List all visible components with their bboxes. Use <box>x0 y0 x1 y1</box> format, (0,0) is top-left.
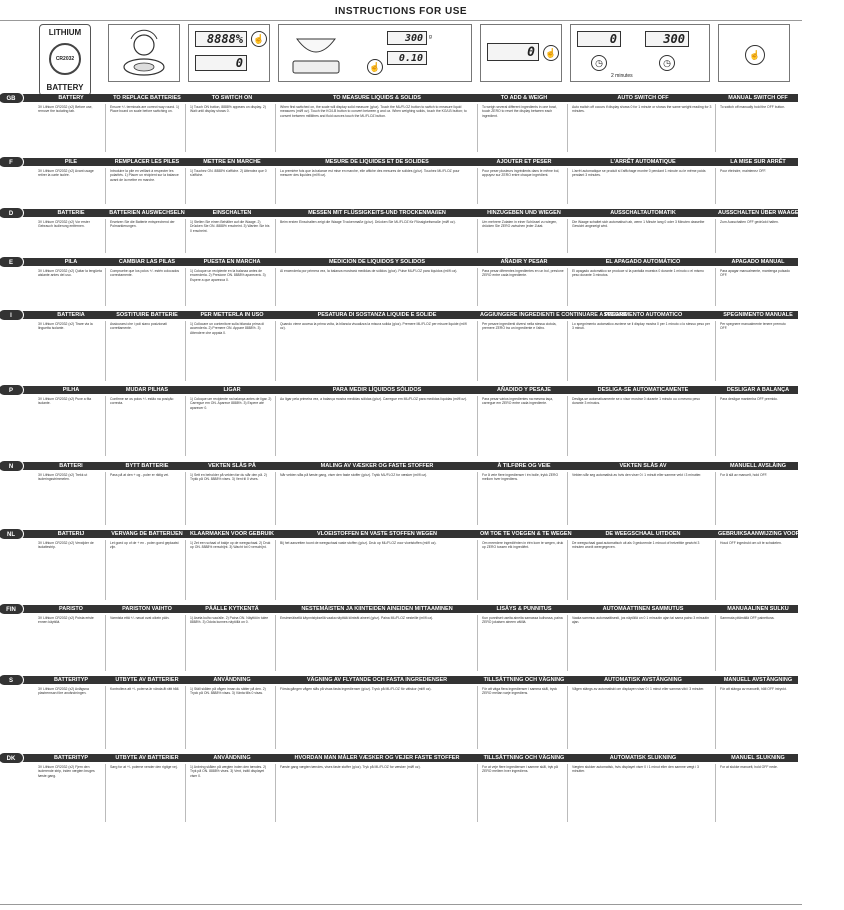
column-header: EINSCHALTEN <box>212 210 252 216</box>
column-header: AJOUTER ET PESER <box>496 159 552 165</box>
instruction-text: För att stänga av manuellt, håll OFF intryckt. <box>720 687 787 691</box>
column-header: PÄÄLLE KYTKENTÄ <box>205 606 259 612</box>
column-divider <box>477 104 478 152</box>
column-divider <box>477 396 478 456</box>
instruction-text: 1) Aseta kulho vaa'alle. 2) Paina ON. Näyttöön tulee 8888%. 3) Odota kunnes näytöllä on 0. <box>190 616 269 625</box>
column-header: TILLSÄTTNING OCH VÄGNING <box>483 677 565 683</box>
column-header: TO ADD & WEIGH <box>500 95 548 101</box>
instruction-text: Vaaka sammuu automaattisesti, jos näytöllä on 0 1 minuutin ajan tai sama paino 3 minuutin ajan. <box>572 616 709 625</box>
column-divider <box>567 104 568 152</box>
column-divider <box>275 268 276 306</box>
column-header: AUTOMATISK AVSTÄNGNING <box>604 677 682 683</box>
instruction-text: 3V Lithium CR2032 (x2) Fjern den isolerende strip, inden vægten bruges første gang. <box>38 765 95 778</box>
column-header: MANUELL AVSLÅING <box>729 463 787 469</box>
column-divider <box>477 615 478 671</box>
column-divider <box>105 764 106 822</box>
lcd-zero-display-2: 0 <box>487 43 539 61</box>
instruction-text: Første gang vægten tændes, vises faste stoffer (g/oz). Tryk på ML/FLOZ for væsker (ml/fl oz). <box>280 765 421 769</box>
column-divider <box>275 168 276 204</box>
header-bar <box>10 530 844 538</box>
column-header: PILE <box>64 159 78 165</box>
language-badge: I <box>0 309 24 321</box>
language-row-p <box>0 386 802 458</box>
instruction-text: Um mehrere Zutaten in einer Schüssel zu wiegen, drücken Sie ZERO zwischen jeder Zutat. <box>482 220 558 229</box>
column-divider <box>275 104 276 152</box>
column-header: GEBRUIKSAANWIJZING VOOR UITSCHAKELEN <box>718 531 844 537</box>
header-bar <box>10 676 798 684</box>
instruction-text: Ensimmäisellä käynnistyksellä vaaka näyttää kiinteät aineet (g/oz). Paina ML/FLOZ nesteille (ml/fl oz). <box>280 616 434 620</box>
instruction-text: Assicurarsi che i poli siano posizionati correttamente. <box>110 322 167 331</box>
column-header: MANUEL SLUKNING <box>731 755 785 761</box>
column-divider <box>275 321 276 381</box>
column-header: PARISTON VAIHTO <box>122 606 172 612</box>
column-divider <box>275 686 276 749</box>
language-row-nl <box>0 530 844 602</box>
column-header: DE WEEGSCHAAL UITDOEN <box>605 531 681 537</box>
instruction-text: Houd OFF ingedrukt om uit te schakelen. <box>720 541 782 545</box>
column-divider <box>477 219 478 253</box>
instruction-text: Sammuta pitämällä OFF painettuna. <box>720 616 775 620</box>
language-row-s <box>0 676 802 751</box>
column-header: DESLIGA-SE AUTOMATICAMENTE <box>597 387 689 393</box>
column-header: HINZUGEBEN UND WIEGEN <box>487 210 561 216</box>
instruction-text: For at slukke manuelt, hold OFF nede. <box>720 765 778 769</box>
column-header: L'ARRÊT AUTOMATIQUE <box>610 159 676 165</box>
column-header: MALING AV VÆSKER OG FASTE STOFFER <box>320 463 434 469</box>
column-divider <box>715 321 716 381</box>
time-label: 2 minutes <box>611 73 633 79</box>
instruction-text: 3V Lithium CR2032 (x2) Vor erster Gebrauch Isolierung entfernen. <box>38 220 90 229</box>
instruction-text: 1) Sett en beholder på vekten før du slår den på. 2) Trykk på ON. 8888% vises. 3) Vent til 0 vises. <box>190 473 267 482</box>
instruction-text: Para pesar vários ingredientes na mesma taça, carregue em ZERO entre cada ingrediente. <box>482 397 554 406</box>
finger-touch-icon-3: ☝ <box>543 45 559 61</box>
column-header: AUSSCHALTAUTOMATIK <box>610 210 676 216</box>
instruction-text: Introduire la pile en veillant à respecter les polarités. 1) Placer un récipient sur la balance avant de la mettre en marche. <box>110 169 179 182</box>
instruction-text: Vægten slukker automatisk, hvis displayet viser 0 i 1 minut eller den samme vægt i 3 minutter. <box>572 765 699 774</box>
language-badge: F <box>0 156 24 168</box>
column-divider <box>275 472 276 525</box>
column-header: TILLSÄTTNING OCH VÄGNING <box>483 755 565 761</box>
instruction-text: L'arrêt automatique se produit si l'affichage montre 0 pendant 1 minute ou le même poids pendant 3 minutes. <box>572 169 706 178</box>
instruction-text: 1) Zet een schaal of bakje op de weegschaal. 2) Druk op ON. 8888% verschijnt. 3) Wacht tot 0 verschijnt. <box>190 541 271 550</box>
instruction-text: For at veje flere ingredienser i samme skål, tryk på ZERO mellem hver ingrediens. <box>482 765 558 774</box>
illustration-open-battery <box>108 24 180 82</box>
column-header: AGGIUNGERE INGREDIENTI E CONTINUARE A PESARE <box>480 312 628 318</box>
column-divider <box>567 321 568 381</box>
instruction-text: Para pesar diferentes ingredientes en un bol, presione ZERO entre cada ingrediente. <box>482 269 564 278</box>
column-header: PARISTO <box>59 606 83 612</box>
instruction-text: 1) Anbring skålen på vægten inden den tændes. 2) Tryk på ON. 8888% vises. 3) Vent, indtil displayet viser 0. <box>190 765 267 778</box>
header-bar <box>10 158 798 166</box>
instruction-text: La première fois que la balance est mise en marche, elle affiche des mesures de solides (g/oz). Touchez ML/FLOZ pour mesurer des liquides (ml/fl oz). <box>280 169 460 178</box>
column-divider <box>275 540 276 600</box>
column-divider <box>477 540 478 600</box>
column-header: REMPLACER LES PILES <box>114 159 180 165</box>
header-bar <box>10 386 798 394</box>
instruction-text: Beim ersten Einschalten zeigt die Waage Trockenmaße (g/oz). Drücken Sie ML/FLOZ für Flüssigkeitsmaße (ml/fl oz). <box>280 220 456 224</box>
column-header: VEKTEN SLÅS PÅ <box>208 463 256 469</box>
column-divider <box>477 268 478 306</box>
lcd-300-display: 300 <box>387 31 427 45</box>
column-header: EL APAGADO AUTOMÁTICO <box>605 259 681 265</box>
header-bar <box>10 754 798 762</box>
column-divider <box>105 615 106 671</box>
instruction-text: Sørg for at +/- polerne vender den rigtige vej. <box>110 765 178 769</box>
column-divider <box>105 396 106 456</box>
instruction-text: 3V Lithium CR2032 (x2) Trekk ut isoleringsstrimmelen. <box>38 473 88 482</box>
instruction-text: 3V Lithium CR2032 (x2) Avlägsna plastremsan före användningen. <box>38 687 89 696</box>
instruction-text: 3V Lithium CR2032 (x2) Quitar la lengüeta aislante antes del uso. <box>38 269 102 278</box>
lcd-010-display: 0.10 <box>387 51 427 65</box>
column-divider <box>185 472 186 525</box>
instruction-text: 1) Stellen Sie einen Behälter auf die Waage. 2) Drücken Sie ON. 8888% erscheint. 3) Warten Sie bis 0 erscheint. <box>190 220 270 233</box>
column-divider <box>477 686 478 749</box>
illustration-manual-off <box>718 24 790 82</box>
column-header: MANUAALINEN SULKU <box>727 606 789 612</box>
battery-compartment-icon <box>109 25 179 81</box>
instruction-text: Ao ligar pela primeira vez, a balança mostra medidas sólidas (g/oz). Carregue em ML/FLOZ para medidas líquidas (ml/fl oz). <box>280 397 467 401</box>
instruction-text: Pass på at den + og - poler er riktig vei. <box>110 473 170 477</box>
instruction-text: Para apagar manualmente, mantenga pulsado OFF. <box>720 269 790 278</box>
column-header: MANUELL AVSTÄNGNING <box>723 677 793 683</box>
column-header: TO MEASURE LIQUIDS & SOLIDS <box>333 95 421 101</box>
column-divider <box>185 321 186 381</box>
column-divider <box>185 396 186 456</box>
instruction-text: Ersetzen Sie die Batterie entsprechend der Polmarkierungen. <box>110 220 175 229</box>
instruction-text: För att väga flera ingredienser i samma skål, tryck ZERO mellan varje ingrediens. <box>482 687 557 696</box>
language-badge: NL <box>0 528 24 540</box>
header-bar <box>10 605 798 613</box>
column-header: METTRE EN MARCHE <box>203 159 261 165</box>
battery-lithium-label: LITHIUM <box>48 28 82 37</box>
column-header: PER METTERLA IN USO <box>200 312 264 318</box>
instruction-text: Om meerdere ingrediënten in één kom te wegen, druk op ZERO tussen elk ingrediënt. <box>482 541 564 550</box>
column-divider <box>105 168 106 204</box>
column-divider <box>567 396 568 456</box>
instruction-text: For å veie flere ingredienser i én bolle, trykk ZERO mellom hver ingrediens. <box>482 473 559 482</box>
language-row-e <box>0 258 802 308</box>
language-badge: P <box>0 384 24 396</box>
bottom-divider <box>0 904 802 905</box>
column-header: BATTERIE <box>57 210 85 216</box>
column-divider <box>715 764 716 822</box>
column-header: PILA <box>64 259 78 265</box>
language-badge: GB <box>0 92 24 104</box>
column-header: BATTERI <box>59 463 83 469</box>
illustration-add-weigh <box>480 24 562 82</box>
instruction-text: Zum Ausschalten OFF gedrückt halten. <box>720 220 779 224</box>
column-header: BATTERITYP <box>53 677 89 683</box>
instruction-text: Auto switch off occurs if display shows 0 for 1 minute or shows the same weight reading for 3 minutes. <box>572 105 712 114</box>
column-header: SOSTITUIRE BATTERIE <box>116 312 178 318</box>
column-divider <box>567 764 568 822</box>
column-header: MESSEN MIT FLÜSSIGKEITS-UND TROCKENMAßEN <box>308 210 446 216</box>
column-header: HVORDAN MAN MÅLER VÆSKER OG VEJER FASTE STOFFER <box>294 755 460 761</box>
column-divider <box>185 540 186 600</box>
coin-cell-icon <box>49 43 81 75</box>
instruction-text: 3V Lithium CR2032 (x2) Verwijder de isolatiestrip. <box>38 541 94 550</box>
column-divider <box>477 472 478 525</box>
column-divider <box>567 472 568 525</box>
column-divider <box>715 168 716 204</box>
instruction-text: Kontrollera att +/- polerna är vända åt rätt håll. <box>110 687 180 691</box>
header-bar <box>10 258 798 266</box>
column-header: PESATURA DI SOSTANZA LIQUIDE E SOLIDE <box>317 312 437 318</box>
column-header: VEKTEN SLÅS AV <box>619 463 667 469</box>
instruction-text: To weigh several different ingredients in one bowl, touch ZERO to reset the display between each ingredient. <box>482 105 557 118</box>
column-divider <box>185 268 186 306</box>
column-divider <box>715 104 716 152</box>
column-header: KLAARMAKEN VOOR GEBRUIK <box>189 531 275 537</box>
instruction-text: Compruebe que los polos +/- estén colocados correctamente. <box>110 269 180 278</box>
instruction-text: 3V Lithium CR2032 (x2) Poista eriste ennen käyttöä. <box>38 616 94 625</box>
column-header: PUESTA EN MARCHA <box>203 259 261 265</box>
page-title: INSTRUCTIONS FOR USE <box>334 6 468 17</box>
column-header: BATTERITYP <box>53 755 89 761</box>
instruction-text: Varmista että +/- navat ovat oikein päin. <box>110 616 170 620</box>
language-row-gb <box>0 94 802 154</box>
header-bar <box>10 311 798 319</box>
instruction-text: To switch off manually hold the OFF button. <box>720 105 786 109</box>
illustration-measure <box>278 24 472 82</box>
column-divider <box>567 268 568 306</box>
instruction-text: 3V Lithium CR2032 (x2) Avant usage retirer la carte isolée. <box>38 169 94 178</box>
language-badge: N <box>0 460 24 472</box>
column-divider <box>185 104 186 152</box>
finger-touch-icon: ☝ <box>251 31 267 47</box>
column-divider <box>105 321 106 381</box>
column-header: NESTEMÄISTEN JA KIINTEIDEN AINEIDEN MITTAAMINEN <box>301 606 453 612</box>
column-header: CAMBIAR LAS PILAS <box>118 259 176 265</box>
column-divider <box>715 615 716 671</box>
column-header: MUDAR PILHAS <box>125 387 169 393</box>
column-header: AUTO SWITCH OFF <box>617 95 669 101</box>
language-badge: FIN <box>0 603 24 615</box>
column-divider <box>477 321 478 381</box>
finger-touch-icon-2: ☝ <box>367 59 383 75</box>
finger-off-icon: ☝ <box>745 45 765 65</box>
column-divider <box>105 104 106 152</box>
column-header: OM TOE TE VOEGEN & TE WEGEN <box>480 531 572 537</box>
instruction-text: 1) Coloque um recipiente na balança antes de ligar. 2) Carregue em ON. Aparece 8888%. 3) Espere até aparecer 0. <box>190 397 272 410</box>
illustration-auto-off <box>570 24 710 82</box>
column-divider <box>715 540 716 600</box>
language-badge: D <box>0 207 24 219</box>
instruction-text: When first switched on, the scale will display solid measure (g/oz). Touch the ML/FLOZ button to switch to measure liquid measures (ml/fl oz). Touch the KG/LB button to convert between g and oz. When weighing solids, touch the KG/LB button; to convert between millilitres and fluid ounces touch the ML/FLOZ button. <box>280 105 467 118</box>
instruction-text: Bij het aanzetten toont de weegschaal vaste stoffen (g/oz). Druk op ML/FLOZ voor vloeistoffen (ml/fl oz). <box>280 541 437 545</box>
instruction-text: Para desligar mantenha OFF premido. <box>720 397 778 401</box>
column-divider <box>567 168 568 204</box>
column-header: BATTERY <box>58 95 84 101</box>
instruction-text: Let goed op of de + en - polen goed geplaatst zijn. <box>110 541 179 550</box>
header-bar <box>10 462 798 470</box>
language-row-n <box>0 462 802 527</box>
instruction-text: For å slå av manuelt, hold OFF. <box>720 473 768 477</box>
column-header: BATTERIJ <box>57 531 85 537</box>
instruction-text: Confirme se os polos +/- estão na posição correcta. <box>110 397 174 406</box>
instruction-text: 3V Lithium CR2032 (x2) Puxe a fita isolante. <box>38 397 92 406</box>
lcd-full-display: 8888% <box>195 31 247 47</box>
instruction-text: Vågen stängs av automatiskt om displayen visar 0 i 1 minut eller samma vikt i 3 minuter. <box>572 687 705 691</box>
column-header: PILHA <box>62 387 80 393</box>
battery-model: CR2032 <box>55 56 75 62</box>
column-header: VERVANG DE BATTERIJEN <box>111 531 183 537</box>
column-header: AUTOMAATTINEN SAMMUTUS <box>602 606 684 612</box>
lcd-unit-g: g <box>429 34 432 40</box>
column-divider <box>567 686 568 749</box>
column-divider <box>185 219 186 253</box>
instruction-text: El apagado automático se produce si la pantalla muestra 0 durante 1 minuto o el mismo peso durante 3 minutos. <box>572 269 704 278</box>
instruction-text: Första gången vågen slås på visas fasta ingredienser (g/oz). Tryck på ML/FLOZ för vätskor (ml/fl oz). <box>280 687 432 691</box>
header-bar <box>10 209 798 217</box>
instruction-text: Pour peser plusieurs ingrédients dans le même bol, appuyez sur ZERO entre chaque ingrédient. <box>482 169 560 178</box>
column-divider <box>105 686 106 749</box>
language-row-fin <box>0 605 802 673</box>
column-header: LIGAR <box>223 387 241 393</box>
column-divider <box>477 168 478 204</box>
instruction-text: Når vekten slås på første gang, viser den faste stoffer (g/oz). Trykk ML/FLOZ for væsker (ml/fl oz). <box>280 473 428 477</box>
instruction-text: Pour éteindre, maintenez OFF. <box>720 169 767 173</box>
language-row-f <box>0 158 802 206</box>
column-header: AUSSCHALTEN ÜBER WAAGE <box>718 210 799 216</box>
clock-icon-2: ◷ <box>659 55 675 71</box>
language-badge: DK <box>0 752 24 764</box>
column-divider <box>275 615 276 671</box>
column-header: MANUAL SWITCH OFF <box>728 95 788 101</box>
column-header: TO REPLACE BATTERIES <box>113 95 181 101</box>
column-header: AUTOMATISK SLUKNING <box>609 755 677 761</box>
column-header: UTBYTE AV BATTERIER <box>115 755 179 761</box>
column-header: MEDICION DE LIQUIDOS Y SOLIDOS <box>328 259 426 265</box>
column-header: AÑADIR Y PESAR <box>500 259 548 265</box>
battery-illustration <box>39 24 91 96</box>
column-divider <box>715 268 716 306</box>
clock-icon: ◷ <box>591 55 607 71</box>
column-divider <box>715 472 716 525</box>
lcd-zero-display: 0 <box>195 55 247 71</box>
language-row-d <box>0 209 802 255</box>
battery-battery-label: BATTERY <box>46 83 84 92</box>
instruction-text: Vekten slår seg automatisk av hvis den viser 0 i 1 minutt eller samme vekt i 3 minutter. <box>572 473 702 477</box>
instruction-text: Ensure +/- terminals are correct way round. 1) Place board on scale before switching on. <box>110 105 180 114</box>
instruction-text: Kun punnitset useita aineita samassa kulhossa, paina ZERO jokaisen aineen välillä. <box>482 616 563 625</box>
column-header: PARA MEDIR LÍQUIDOS SÓLIDOS <box>332 387 422 393</box>
column-header: BATTERIEN AUSWECHSELN <box>109 210 185 216</box>
column-header: TO SWITCH ON <box>211 95 253 101</box>
column-divider <box>275 764 276 822</box>
instruction-text: 1) Ställ skålen på vågen innan du sätter på den. 2) Tryck på ON. 8888% visas. 3) Vänta tills 0 visas. <box>190 687 266 696</box>
scale-with-bowl-icon <box>287 25 347 81</box>
language-badge: S <box>0 674 24 686</box>
column-divider <box>715 219 716 253</box>
column-header: ANVÄNDNING <box>213 677 251 683</box>
column-divider <box>185 764 186 822</box>
top-divider <box>0 20 802 21</box>
column-header: MESURE DE LIQUIDES ET DE SOLIDES <box>325 159 429 165</box>
column-divider <box>715 686 716 749</box>
instruction-text: Desliga-se automaticamente se o visor mostrar 0 durante 1 minuto ou o mesmo peso durante 3 minutos. <box>572 397 700 406</box>
column-header: APAGADO MANUAL <box>731 259 785 265</box>
column-divider <box>715 396 716 456</box>
column-header: DESLIGAR A BALANÇA <box>726 387 790 393</box>
language-row-i <box>0 311 802 383</box>
instruction-text: Per spegnere manualmente tenere premuto OFF. <box>720 322 786 331</box>
column-divider <box>185 686 186 749</box>
instruction-text: 1) Touchez ON. 8888% s'affiche. 2) Attendez que 0 s'affiche. <box>190 169 267 178</box>
column-divider <box>567 540 568 600</box>
column-divider <box>275 396 276 456</box>
instruction-text: 3V Lithium CR2032 (x2) Before use, remove the isolating tab. <box>38 105 93 114</box>
header-bar <box>10 94 798 102</box>
instruction-text: Quando viene accesa la prima volta, la bilancia visualizza la misura solida (g/oz). Premere ML/FLOZ per misure liquide (ml/fl oz). <box>280 322 467 331</box>
column-header: SPEGNIMENTO MANUALE <box>723 312 793 318</box>
column-divider <box>105 268 106 306</box>
instruction-text: Al encenderla por primera vez, la balanza mostrará medidas de sólidos (g/oz). Pulse ML/FLOZ para líquidos (ml/fl oz). <box>280 269 458 273</box>
column-divider <box>185 615 186 671</box>
instruction-text: 1) Touch ON button, 8888% appears on display. 2) Wait until display shows 0. <box>190 105 266 114</box>
column-divider <box>477 764 478 822</box>
column-header: BATTERIA <box>57 312 85 318</box>
instruction-text: Die Waage schaltet sich automatisch ab, wenn 1 Minute lang 0 oder 3 Minuten dasselbe Gewicht angezeigt wird. <box>572 220 705 229</box>
column-divider <box>105 219 106 253</box>
column-divider <box>275 219 276 253</box>
language-row-dk <box>0 754 802 824</box>
column-divider <box>105 472 106 525</box>
column-header: VLOEISTOFFEN EN VASTE STOFFEN WEGEN <box>316 531 438 537</box>
column-divider <box>105 540 106 600</box>
column-header: LA MISE SUR ARRÊT <box>730 159 786 165</box>
column-header: LISÄYS & PUNNITUS <box>496 606 552 612</box>
column-divider <box>567 219 568 253</box>
instruction-text: De weegschaal gaat automatisch uit als 0 gedurende 1 minuut of hetzelfde gewicht 3 minuten wordt weergegeven. <box>572 541 700 550</box>
instruction-text: 3V Lithium CR2032 (x2) Tirare via la linguetta isolante. <box>38 322 93 331</box>
column-header: Å TILFØRE OG VEIE <box>497 463 551 469</box>
column-divider <box>567 615 568 671</box>
illustration-switch-on <box>188 24 270 82</box>
instruction-text: 1) Collocare un contenitore sulla bilancia prima di accenderla. 2) Premere ON. Appare 8888%. 3) Attendere che appaia 0. <box>190 322 265 335</box>
instruction-text: 1) Coloque un recipiente en la balanza antes de encenderla. 2) Presione ON. 8888% aparecerá. 3) Espere a que aparezca 0. <box>190 269 266 282</box>
column-header: ANVÄNDNING <box>213 755 251 761</box>
lcd-zero-display-3: 0 <box>577 31 621 47</box>
column-header: BYTT BATTERIE <box>125 463 169 469</box>
column-header: UTBYTE AV BATTERIER <box>115 677 179 683</box>
column-header: SPEGNIMENTO AUTOMATICO <box>603 312 683 318</box>
language-badge: E <box>0 256 24 268</box>
instruction-text: Lo spegnimento automatico avviene se il display mostra 0 per 1 minuto o lo stesso peso per 3 minuti. <box>572 322 710 331</box>
column-header: AÑADIDO Y PESAJE <box>497 387 551 393</box>
lcd-300b-display: 300 <box>645 31 689 47</box>
column-divider <box>185 168 186 204</box>
instruction-text: Per pesare ingredienti diversi nella stessa ciotola, premere ZERO tra un ingrediente e l'altro. <box>482 322 557 331</box>
column-header: VÄGNING AV FLYTANDE OCH FASTA INGREDIENSER <box>306 677 448 683</box>
